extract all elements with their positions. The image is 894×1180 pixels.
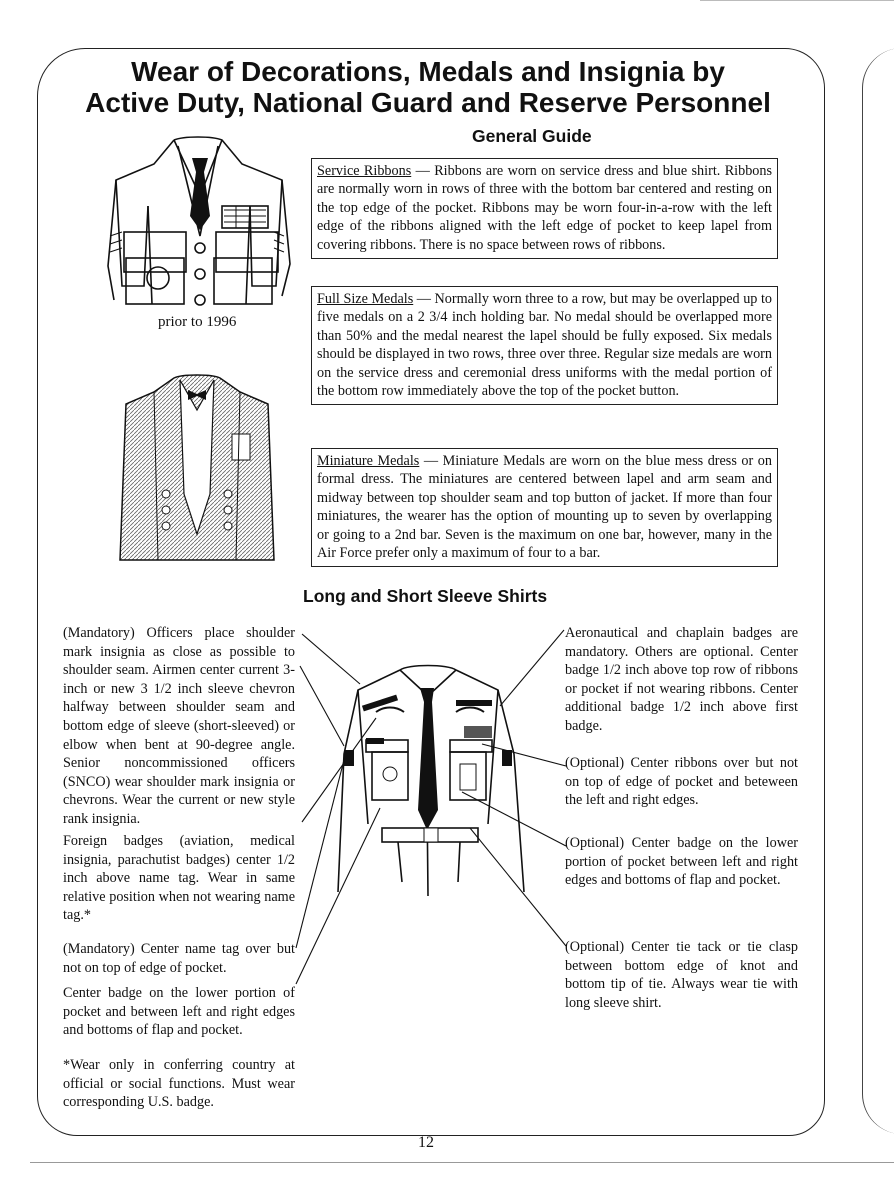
left-note-name-tag: (Mandatory) Center name tag over but not on top of edge of pocket. [63, 941, 295, 976]
full-size-medals-text: — Normally worn three to a row, but may be overlapped up to five medals on a 2 3/4 inch holding bar. No medal should be overlapped more than 50% and the medal nearest the lapel should be fully exposed. Six medals should be displayed in two rows, three over three. Regular size medals are worn on the service dress and ceremonial dress uniforms with the medal portion of the bottom row immediately above the top of the pocket button. [317, 291, 772, 400]
miniature-medals-box [311, 448, 778, 567]
left-note-foreign-badges: Foreign badges (aviation, medical insignia, parachutist badges) center 1/2 inch above name tag. Wear in same relative position when not wearing name tag.* [63, 833, 295, 924]
left-note-shoulder-insignia: (Mandatory) Officers place shoulder mark insignia as close as possible to shoulder seam. Airmen center current 3-inch or new 3 1/2 inch sleeve chevron halfway between shoulder seam and bottom edge of sleeve (short-sleeved) or elbow when bent at 90-degree angle. Senior noncommissioned officers (SNCO) wear shoulder mark insignia or chevrons. Wear the current or new style rank insignia. [63, 625, 295, 827]
bottom-edge-rule [30, 1162, 894, 1163]
figure-caption-prior-1996: prior to 1996 [158, 314, 237, 330]
miniature-medals-text: — Miniature Medals are worn on the blue mess dress or on formal dress. The miniatures are centered between lapel and arm seam and midway between top shoulder seam and top button of jacket. If more than four miniatures, the wearer has the option of mounting up to seven by overlapping or going to a 2nd bar. Seven is the maximum on one bar, however, many in the Air Force prefer only a maximum of four to a bar. [317, 453, 772, 562]
shirt-illustration [338, 664, 528, 896]
full-size-medals-lead: Full Size Medals [317, 291, 414, 307]
left-note-footnote: *Wear only in conferring country at official or social functions. Must wear corresponding U.S. badge. [63, 1057, 295, 1111]
service-ribbons-box [311, 158, 778, 259]
full-size-medals-box [311, 286, 778, 405]
title-line-2: Active Duty, National Guard and Reserve Personnel [85, 87, 771, 118]
shirts-heading: Long and Short Sleeve Shirts [303, 586, 548, 606]
service-dress-coat-illustration [104, 136, 294, 308]
right-note-ribbons: (Optional) Center ribbons over but not on top of edge of pocket and beteween the left and right edges. [565, 755, 798, 809]
page-title [60, 56, 796, 118]
right-note-tie-tack: (Optional) Center tie tack or tie clasp between bottom edge of knot and bottom tip of tie. Always wear tie with long sleeve shirt. [565, 939, 798, 1011]
left-note-lower-badge: Center badge on the lower portion of pocket and between left and right edges and bottoms of flap and pocket. [63, 985, 295, 1039]
next-page-edge [862, 48, 894, 1134]
mess-dress-jacket-illustration [118, 374, 276, 564]
page-number: 12 [418, 1134, 434, 1151]
general-guide-heading: General Guide [472, 126, 592, 146]
service-ribbons-lead: Service Ribbons [317, 163, 412, 179]
title-line-1: Wear of Decorations, Medals and Insignia by [131, 56, 725, 87]
service-ribbons-text: — Ribbons are worn on service dress and blue shirt. Ribbons are normally worn in rows of three with the bottom bar centered and resting on the top edge of the pocket. Ribbons may be worn four-in-a-row with the left edge of the ribbons aligned with the left edge of pocket to keep lapel from covering ribbons. There is no space between rows of ribbons. [317, 163, 772, 253]
miniature-medals-lead: Miniature Medals [317, 453, 420, 469]
right-note-aeronautical-badges: Aeronautical and chaplain badges are mandatory. Others are optional. Center badge 1/2 inch above top row of ribbons or pocket if not wearing ribbons. Center additional badge 1/2 inch above first badge. [565, 625, 798, 734]
right-note-pocket-badge: (Optional) Center badge on the lower portion of pocket between left and right edges and bottoms of flap and pocket. [565, 835, 798, 889]
top-edge-rule [700, 0, 894, 1]
